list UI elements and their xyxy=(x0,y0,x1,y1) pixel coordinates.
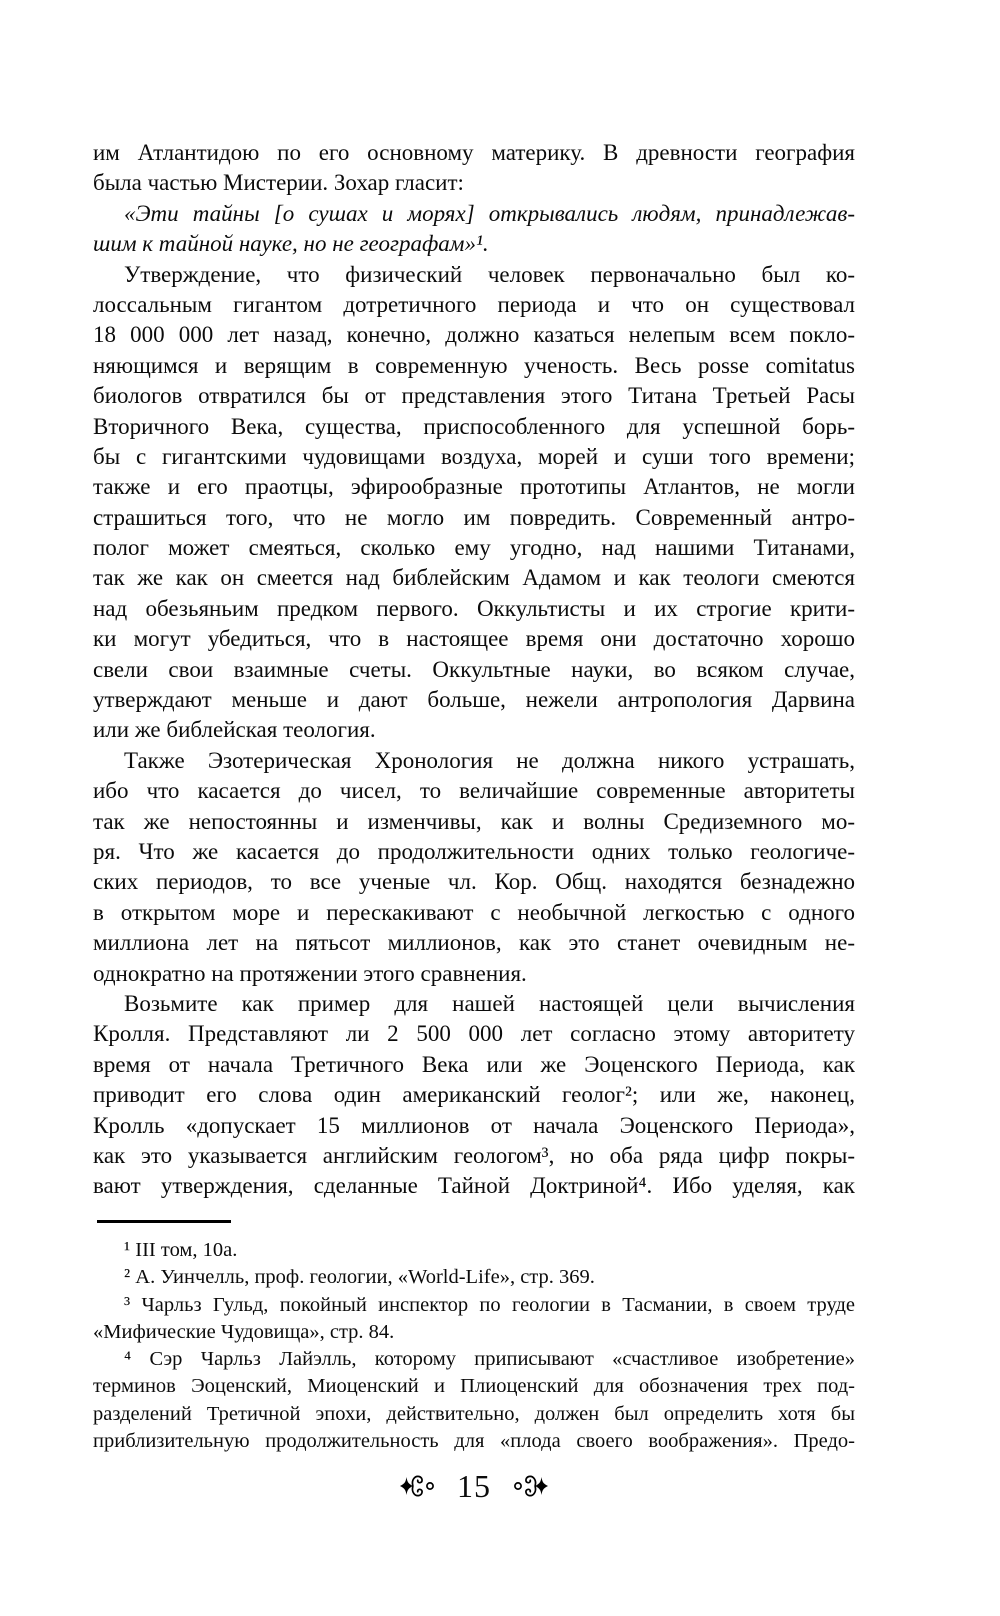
body-text-line: или же библейская теология. xyxy=(93,717,376,743)
ornament-left-icon xyxy=(400,1472,436,1500)
footnote-line: ⁴ Сэр Чарльз Лайэлль, которому приписывают «счастливое изобретение» xyxy=(124,1348,855,1371)
body-text-line: 18 000 000 лет назад, конечно, должно казаться нелепым всем покло- xyxy=(93,322,855,348)
body-text-line: «Эти тайны [о сушах и морях] открывались людям, принадлежав- xyxy=(124,200,855,226)
body-text-line: миллиона лет на пятьсот миллионов, как это станет очевидным не- xyxy=(93,930,855,956)
footnote-line: ² А. Уинчелль, проф. геологии, «World-Life», стр. 369. xyxy=(124,1266,595,1289)
ornament-right-icon xyxy=(512,1472,548,1500)
footnote-line: разделений Третичной эпохи, действительно, должен был определить хотя бы xyxy=(93,1402,855,1425)
body-text-line: Кролля. Представляют ли 2 500 000 лет согласно этому авторитету xyxy=(93,1021,855,1047)
body-text xyxy=(93,138,855,1202)
body-text-line: шим к тайной науке, но не географам»¹. xyxy=(93,231,489,257)
footnote-separator xyxy=(97,1220,231,1223)
footnote-line: ¹ III том, 10а. xyxy=(124,1239,238,1261)
body-text-line: бы с гигантскими чудовищами воздуха, морей и суши того времени; xyxy=(93,443,855,469)
body-text-line: приводит его слова один американский геолог²; или же, наконец, xyxy=(93,1082,855,1108)
body-text-line: Вторичного Века, существа, приспособленного для успешной борь- xyxy=(93,413,855,439)
footnotes xyxy=(93,1237,855,1455)
body-text-line: время от начала Третичного Века или же Эоценского Периода, как xyxy=(93,1051,855,1077)
body-text-line: Утверждение, что физический человек первоначально был ко- xyxy=(124,261,855,287)
body-text-line: ки могут убедиться, что в настоящее время они достаточно хорошо xyxy=(93,626,855,652)
body-text-line: Возьмите как пример для нашей настоящей цели вычисления xyxy=(124,990,855,1016)
body-text-line: была частью Мистерии. Зохар гласит: xyxy=(93,170,464,196)
body-text-line: Кролль «допускает 15 миллионов от начала Эоценского Периода», xyxy=(93,1112,855,1138)
body-text-line: вают утверждения, сделанные Тайной Доктриной⁴. Ибо уделяя, как xyxy=(93,1173,855,1199)
body-text-line: как это указывается английским геологом³, но оба ряда цифр покры- xyxy=(93,1142,855,1168)
body-text-line: лоссальным гигантом дотретичного периода и что он существовал xyxy=(93,291,855,317)
footnote-line: «Мифические Чудовища», стр. 84. xyxy=(93,1320,395,1343)
body-text-line: биологов отвратился бы от представления этого Титана Третьей Расы xyxy=(93,383,855,409)
body-text-line: над обезьяньим предком первого. Оккультисты и их строгие крити- xyxy=(93,595,855,621)
body-text-line: в открытом море и перескакивают с необычной легкостью с одного xyxy=(93,899,855,925)
body-text-line: ибо что касается до чисел, то величайшие современные авторитеты xyxy=(93,778,855,804)
body-text-line: однократно на протяжении этого сравнения. xyxy=(93,960,527,986)
footnote-line: терминов Эоценский, Миоценский и Плиоценский для обозначения трех под- xyxy=(93,1375,855,1398)
body-text-line: так же непостоянны и изменчивы, как и волны Средиземного мо- xyxy=(93,808,855,834)
body-text-line: свели свои взаимные счеты. Оккультные науки, во всяком случае, xyxy=(93,656,855,682)
body-text-line: также и его праотцы, эфирообразные прототипы Атлантов, не могли xyxy=(93,474,855,500)
page-number: 15 xyxy=(457,1468,491,1504)
footnote-line: приблизительную продолжительность для «плода своего воображения». Предо- xyxy=(93,1430,855,1453)
body-text-line: Также Эзотерическая Хронология не должна никого устрашать, xyxy=(124,747,855,773)
page-footer xyxy=(93,1465,855,1507)
body-text-line: ря. Что же касается до продолжительности одних только геологиче- xyxy=(93,838,855,864)
footnote-line: ³ Чарльз Гульд, покойный инспектор по геологии в Тасмании, в своем труде xyxy=(124,1293,855,1316)
body-text-line: утверждают меньше и дают больше, нежели антропология Дарвина xyxy=(93,687,855,713)
body-text-line: ских периодов, то все ученые чл. Кор. Общ. находятся безнадежно xyxy=(93,869,855,895)
body-text-line: так же как он смеется над библейским Адамом и как теологи смеются xyxy=(93,565,855,591)
body-text-line: им Атлантидою по его основному материку. В древности география xyxy=(93,140,855,165)
body-text-line: страшиться того, что не могло им повредить. Современный антро- xyxy=(93,504,855,530)
body-text-line: полог может смеяться, сколько ему угодно, над нашими Титанами, xyxy=(93,535,855,561)
body-text-line: няющимся и верящим в современную ученость. Весь posse comitatus xyxy=(93,352,855,378)
